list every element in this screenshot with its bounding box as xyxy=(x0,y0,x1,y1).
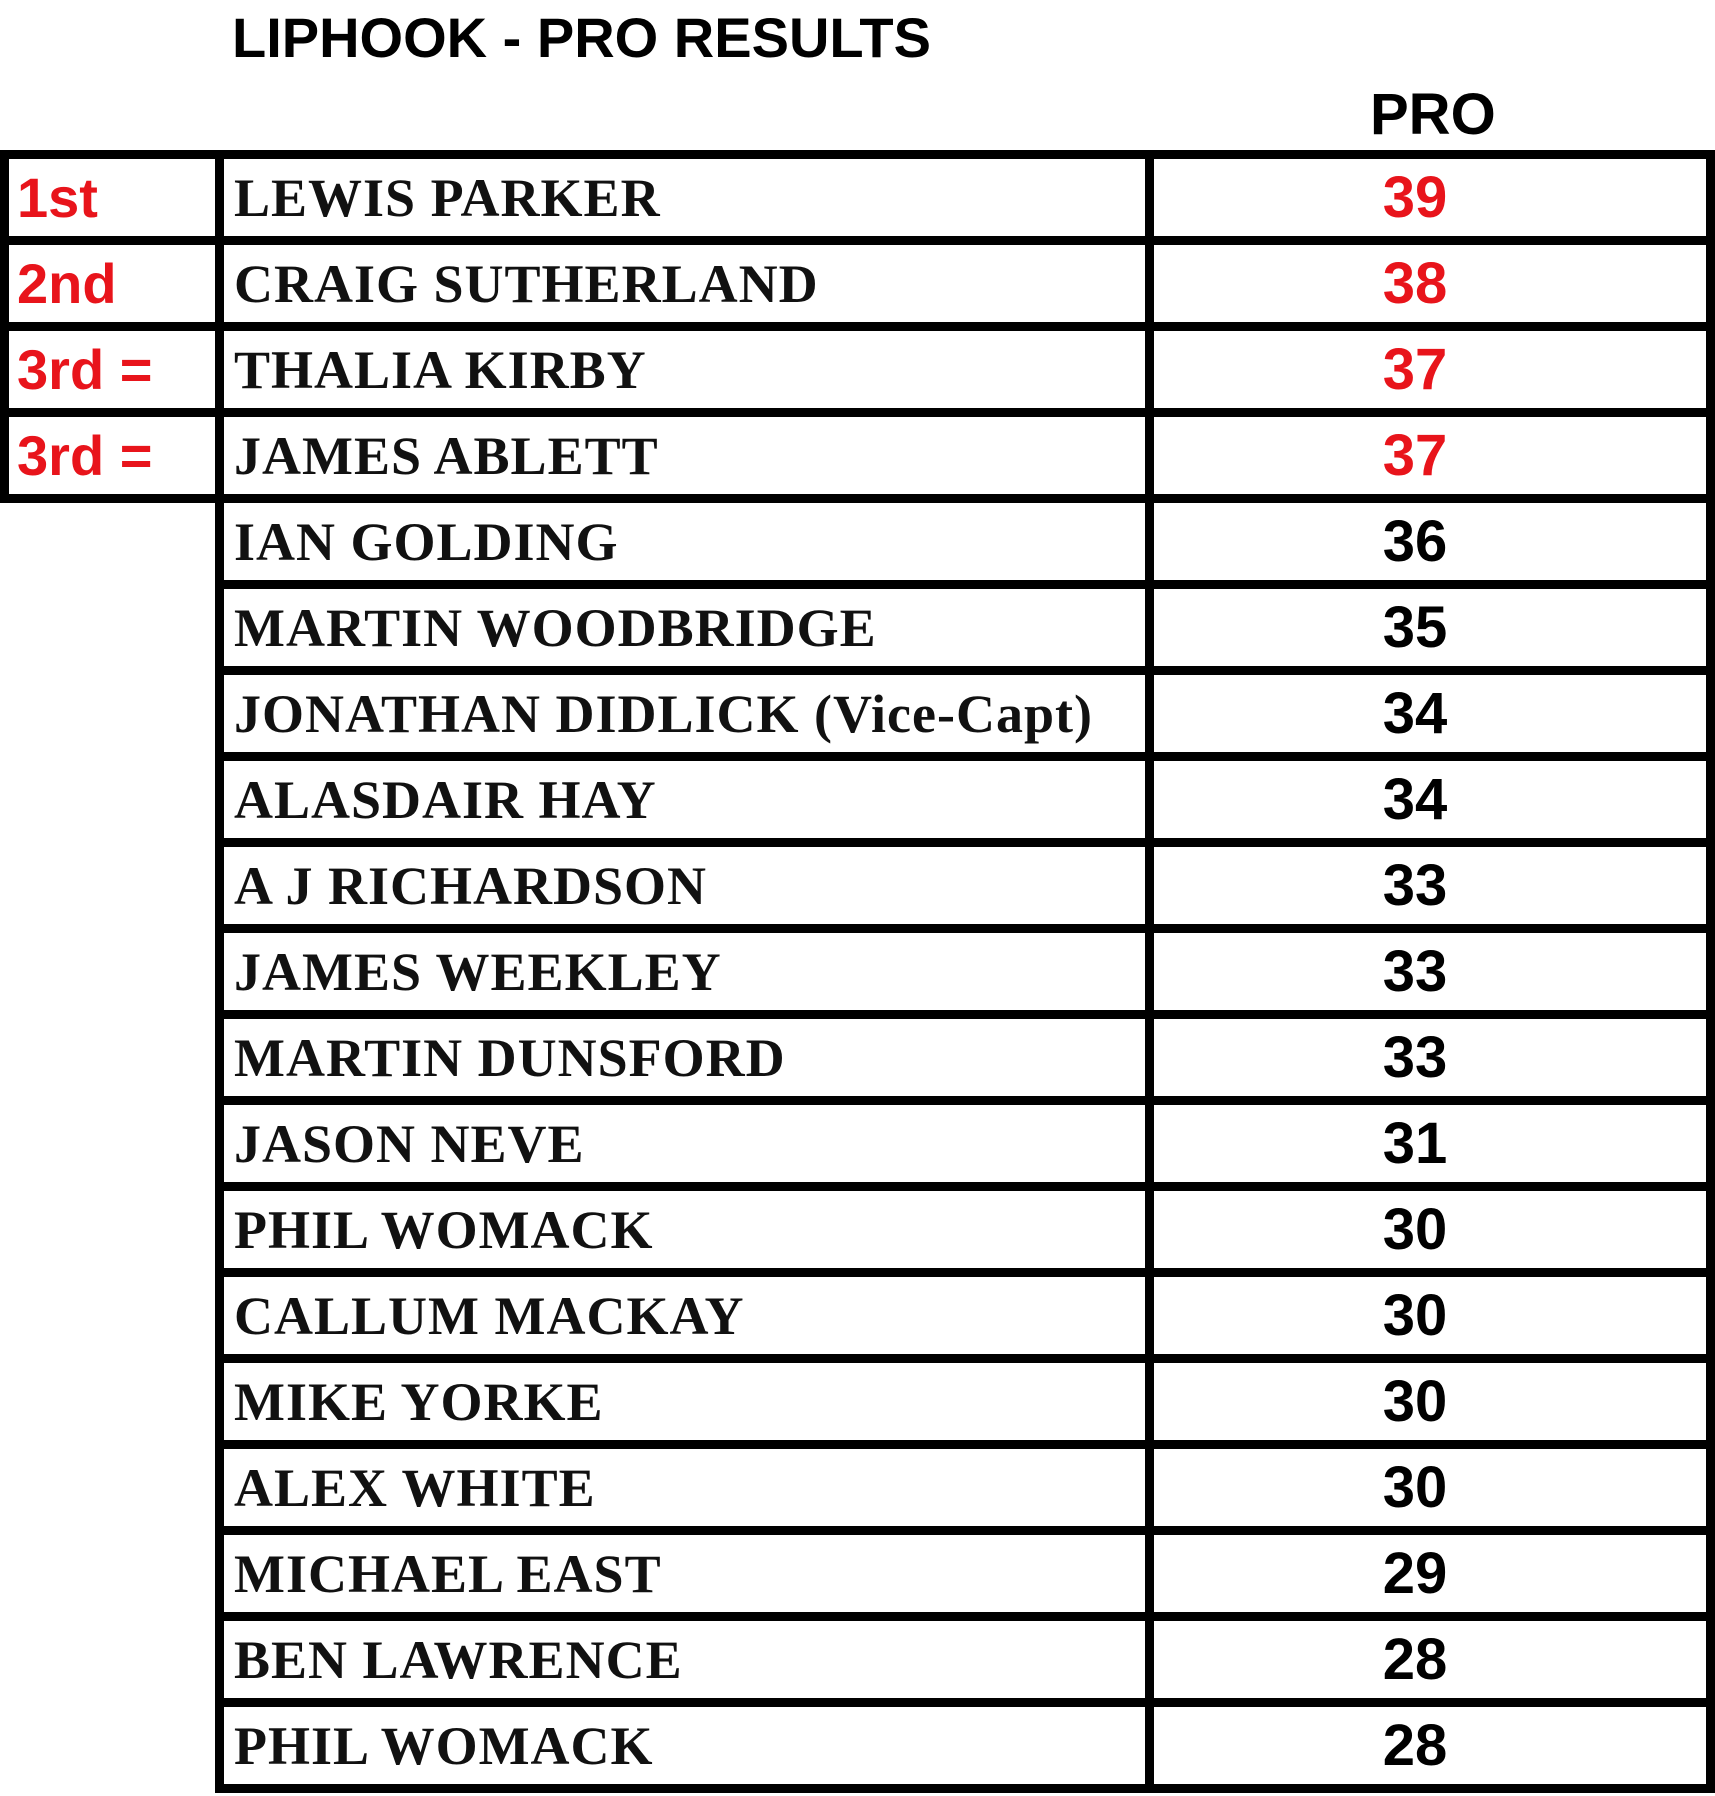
position-cell xyxy=(0,1535,215,1621)
score-cell: 33 xyxy=(1145,933,1715,1019)
position-cell xyxy=(0,1363,215,1449)
score-cell: 28 xyxy=(1145,1707,1715,1793)
table-row xyxy=(0,1535,1715,1621)
player-name-cell: MICHAEL EAST xyxy=(215,1535,1145,1621)
player-name-cell: CRAIG SUTHERLAND xyxy=(215,245,1145,331)
table-row xyxy=(0,761,1715,847)
position-cell xyxy=(0,1105,215,1191)
position-cell xyxy=(0,1277,215,1363)
position-cell xyxy=(0,589,215,675)
position-cell xyxy=(0,1449,215,1535)
position-cell xyxy=(0,1191,215,1277)
player-name-cell: CALLUM MACKAY xyxy=(215,1277,1145,1363)
table-row xyxy=(0,1277,1715,1363)
player-name-cell: JONATHAN DIDLICK (Vice-Capt) xyxy=(215,675,1145,761)
score-cell: 31 xyxy=(1145,1105,1715,1191)
position-cell xyxy=(0,503,215,589)
player-name-cell: JAMES WEEKLEY xyxy=(215,933,1145,1019)
position-cell: 3rd = xyxy=(0,331,215,417)
score-cell: 37 xyxy=(1145,331,1715,417)
position-cell xyxy=(0,1019,215,1105)
score-cell: 30 xyxy=(1145,1449,1715,1535)
player-name-cell: MARTIN WOODBRIDGE xyxy=(215,589,1145,675)
score-cell: 39 xyxy=(1145,159,1715,245)
table-row xyxy=(0,847,1715,933)
table-row xyxy=(0,331,1715,417)
table-row xyxy=(0,503,1715,589)
table-row xyxy=(0,675,1715,761)
position-cell: 3rd = xyxy=(0,417,215,503)
player-name-cell: A J RICHARDSON xyxy=(215,847,1145,933)
player-name-cell: THALIA KIRBY xyxy=(215,331,1145,417)
position-cell xyxy=(0,1621,215,1707)
score-cell: 37 xyxy=(1145,417,1715,503)
table-row xyxy=(0,1707,1715,1793)
table-row xyxy=(0,1449,1715,1535)
score-cell: 30 xyxy=(1145,1363,1715,1449)
score-cell: 35 xyxy=(1145,589,1715,675)
position-cell: 2nd xyxy=(0,245,215,331)
page-title: LIPHOOK - PRO RESULTS xyxy=(232,6,931,69)
score-cell: 28 xyxy=(1145,1621,1715,1707)
position-cell xyxy=(0,1707,215,1793)
score-cell: 34 xyxy=(1145,761,1715,847)
table-row xyxy=(0,1363,1715,1449)
table-row xyxy=(0,417,1715,503)
score-cell: 30 xyxy=(1145,1277,1715,1363)
position-cell xyxy=(0,933,215,1019)
table-row xyxy=(0,1105,1715,1191)
score-cell: 29 xyxy=(1145,1535,1715,1621)
table-row xyxy=(0,245,1715,331)
player-name-cell: MIKE YORKE xyxy=(215,1363,1145,1449)
table-row xyxy=(0,1191,1715,1277)
player-name-cell: PHIL WOMACK xyxy=(215,1707,1145,1793)
player-name-cell: ALASDAIR HAY xyxy=(215,761,1145,847)
pro-column-header: PRO xyxy=(1370,82,1496,147)
score-cell: 33 xyxy=(1145,847,1715,933)
table-row xyxy=(0,1019,1715,1105)
player-name-cell: IAN GOLDING xyxy=(215,503,1145,589)
player-name-cell: JAMES ABLETT xyxy=(215,417,1145,503)
position-cell: 1st xyxy=(0,159,215,245)
score-cell: 30 xyxy=(1145,1191,1715,1277)
player-name-cell: ALEX WHITE xyxy=(215,1449,1145,1535)
player-name-cell: PHIL WOMACK xyxy=(215,1191,1145,1277)
player-name-cell: MARTIN DUNSFORD xyxy=(215,1019,1145,1105)
table-top-rule xyxy=(0,150,1715,159)
position-cell xyxy=(0,675,215,761)
results-table xyxy=(0,159,1715,1793)
position-cell xyxy=(0,847,215,933)
player-name-cell: LEWIS PARKER xyxy=(215,159,1145,245)
player-name-cell: JASON NEVE xyxy=(215,1105,1145,1191)
position-cell xyxy=(0,761,215,847)
score-cell: 33 xyxy=(1145,1019,1715,1105)
table-row xyxy=(0,589,1715,675)
player-name-cell: BEN LAWRENCE xyxy=(215,1621,1145,1707)
table-row xyxy=(0,933,1715,1019)
score-cell: 36 xyxy=(1145,503,1715,589)
table-row xyxy=(0,1621,1715,1707)
score-cell: 34 xyxy=(1145,675,1715,761)
table-row xyxy=(0,159,1715,245)
score-cell: 38 xyxy=(1145,245,1715,331)
